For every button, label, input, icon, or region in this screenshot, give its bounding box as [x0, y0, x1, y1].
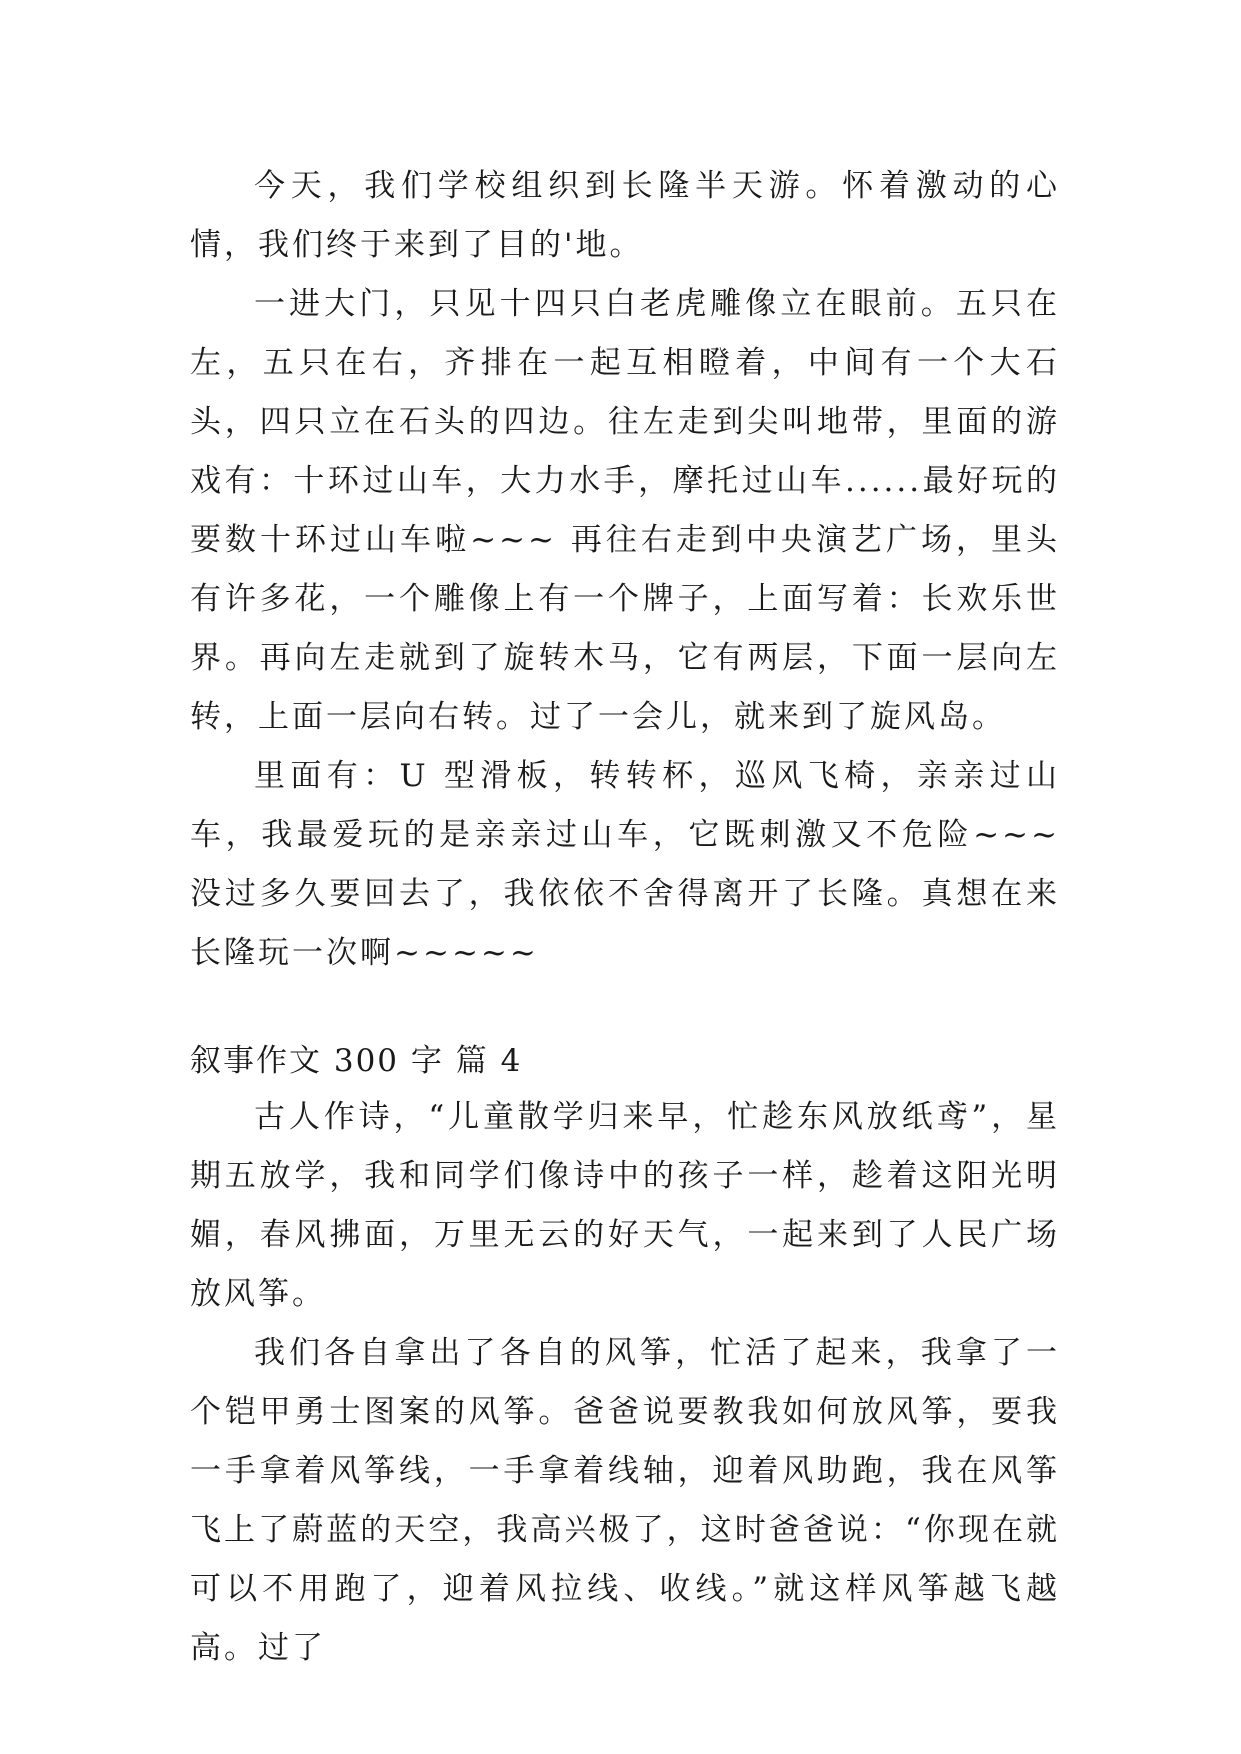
article-body-part-1: [190, 157, 1060, 983]
paragraph: 里面有：U 型滑板，转转杯，巡风飞椅，亲亲过山车，我最爱玩的是亲亲过山车，它既刺激又不危险~~~ 没过多久要回去了，我依依不舍得离开了长隆。真想在来长隆玩一次啊~~~~~: [190, 758, 1060, 971]
paragraph: 一进大门，只见十四只白老虎雕像立在眼前。五只在左，五只在右，齐排在一起互相瞪着，中间有一个大石头，四只立在石头的四边。往左走到尖叫地带，里面的游戏有：十环过山车，大力水手，摩托过山车......最好玩的要数十环过山车啦~~~ 再往右走到中央演艺广场，里头有许多花，一个雕像上有一个牌子，上面写着：长欢乐世界。再向左走就到了旋转木马，它有两层，下面一层向左转，上面一层向右转。过了一会儿，就来到了旋风岛。: [190, 286, 1060, 735]
paragraph: 我们各自拿出了各自的风筝，忙活了起来，我拿了一个铠甲勇士图案的风筝。爸爸说要教我如何放风筝，要我一手拿着风筝线，一手拿着线轴，迎着风助跑，我在风筝飞上了蔚蓝的天空，我高兴极了，这时爸爸说：“你现在就可以不用跑了，迎着风拉线、收线。”就这样风筝越飞越高。过了: [190, 1335, 1060, 1666]
paragraph: 古人作诗，“儿童散学归来早，忙趁东风放纸鸢”，星期五放学，我和同学们像诗中的孩子一样，趁着这阳光明媚，春风拂面，万里无云的好天气，一起来到了人民广场放风筝。: [190, 1099, 1060, 1312]
article-body-part-2: [190, 1088, 1060, 1678]
section-heading: 叙事作文 300 字 篇 4: [190, 1043, 523, 1079]
section-heading-container: [190, 1032, 1060, 1091]
paragraph: 今天，我们学校组织到长隆半天游。怀着激动的心情，我们终于来到了目的'地。: [190, 168, 1060, 263]
